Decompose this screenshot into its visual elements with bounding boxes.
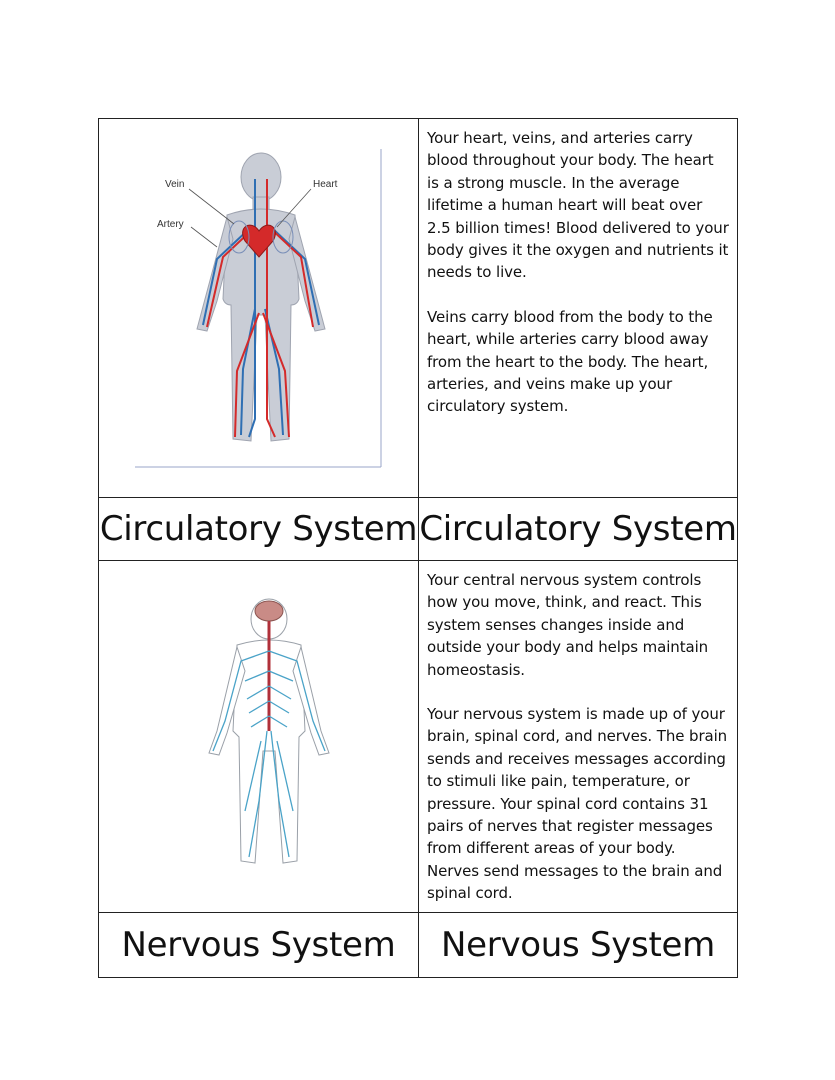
circulatory-diagram bbox=[99, 119, 420, 499]
nervous-paragraph-2: Your nervous system is made up of your brain, spinal cord, and nerves. The brain sends and receives messages according to stimuli like pain, temperature, or pressure. Your spinal cord contains 31 pairs of nerves that register messages from different areas of your body. Nerves send messages to the brain and spinal cord. bbox=[427, 705, 728, 903]
nervous-title-left: Nervous System bbox=[98, 912, 419, 978]
card-sheet bbox=[98, 118, 738, 978]
circulatory-title-right: Circulatory System bbox=[418, 497, 738, 561]
circulatory-description bbox=[418, 118, 738, 498]
nervous-paragraph-1: Your central nervous system controls how you move, think, and react. This system senses changes inside and outside your body and helps maintain homeostasis. bbox=[427, 571, 709, 679]
nervous-picture-cell bbox=[98, 560, 419, 913]
circulatory-picture-cell bbox=[98, 118, 419, 498]
artery-label: Artery bbox=[157, 219, 184, 230]
circulatory-paragraph-1: Your heart, veins, and arteries carry blood throughout your body. The heart is a strong muscle. In the average lifetime a human heart will beat over 2.5 billion times! Blood delivered to your body gives it the oxygen and nutrients it needs to live. bbox=[427, 129, 729, 282]
nervous-title-right: Nervous System bbox=[418, 912, 738, 978]
vein-label: Vein bbox=[165, 179, 185, 190]
circulatory-paragraph-2: Veins carry blood from the body to the heart, while arteries carry blood away from the heart to the body. The heart, arteries, and veins make up your circulatory system. bbox=[427, 307, 713, 416]
nervous-description bbox=[418, 560, 738, 913]
circulatory-title-left: Circulatory System bbox=[98, 497, 419, 561]
nervous-diagram bbox=[99, 561, 420, 914]
brain-icon bbox=[255, 601, 283, 621]
heart-label: Heart bbox=[313, 179, 338, 190]
